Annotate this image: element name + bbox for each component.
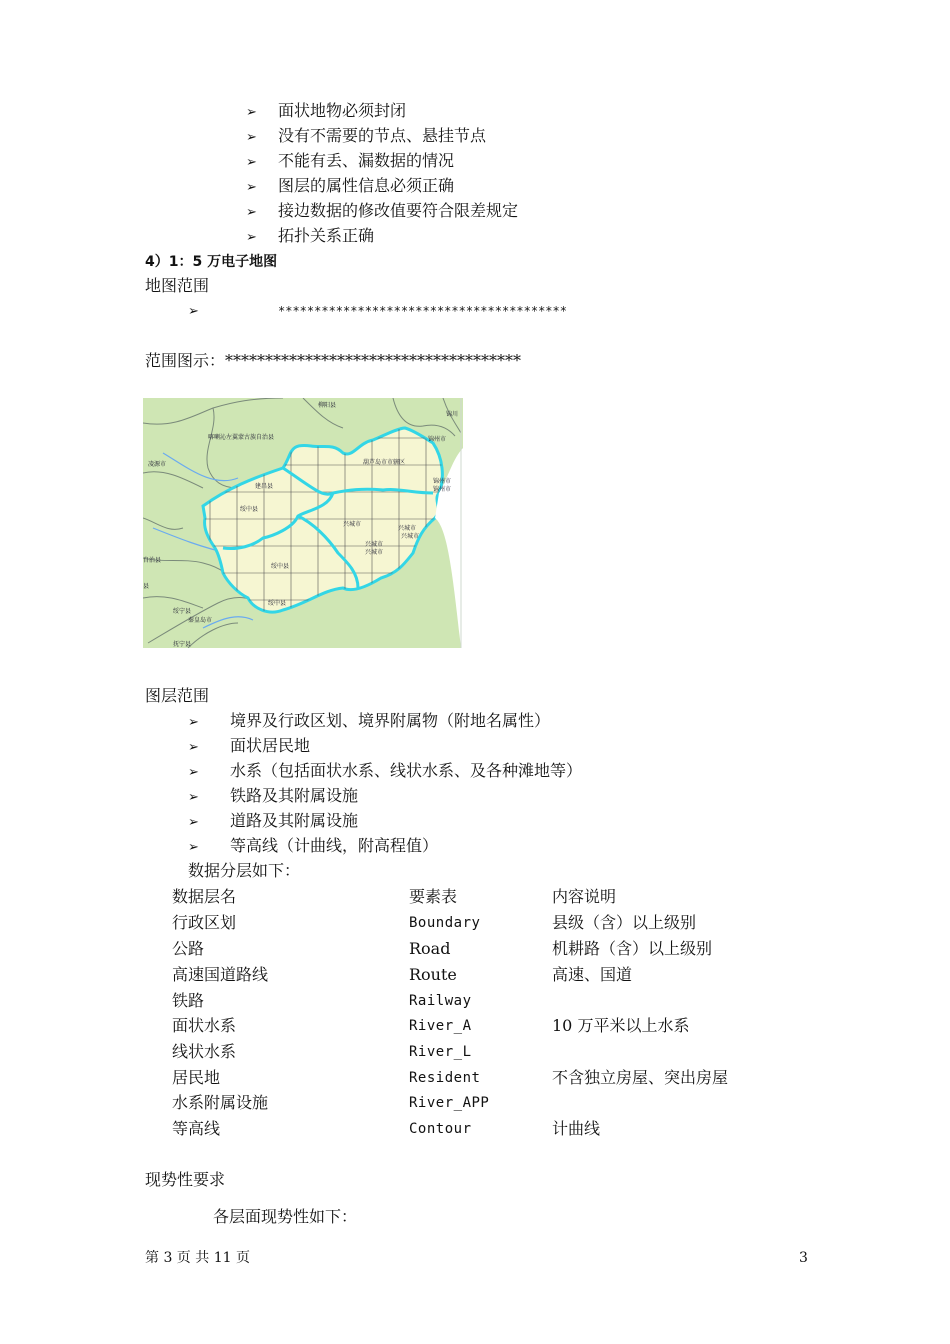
layer-range-item: 铁路及其附属设施: [230, 786, 359, 805]
page-footer-left: 第 3 页 共 11 页: [145, 1250, 250, 1266]
checklist-item: 拓扑关系正确: [278, 226, 375, 245]
page-number: 3: [799, 1250, 808, 1266]
bullet-icon: ➢: [188, 765, 199, 780]
table-cell-desc: 机耕路（含）以上级别: [552, 939, 713, 958]
bullet-icon: ➢: [188, 740, 199, 755]
layer-range-item: 等高线（计曲线，附高程值）: [230, 836, 439, 855]
bullet-icon: ➢: [246, 155, 257, 170]
table-cell-desc: 计曲线: [552, 1119, 601, 1138]
table-cell-table: River_L: [409, 1044, 472, 1060]
bullet-icon: ➢: [188, 815, 199, 830]
table-cell-table: Road: [409, 939, 451, 958]
range-figure-label: 范围图示：*************************************: [145, 351, 522, 370]
table-cell-table: Resident: [409, 1070, 481, 1086]
layer-range-item: 境界及行政区划、境界附属物（附地名属性）: [230, 711, 551, 730]
checklist-item: 接边数据的修改值要符合限差规定: [278, 201, 519, 220]
map-label: 县: [143, 583, 150, 590]
map-label: 锦州市: [433, 478, 452, 485]
table-cell-table: Contour: [409, 1121, 472, 1137]
layer-range-item: 道路及其附属设施: [230, 811, 359, 830]
map-label: 兴城市: [365, 541, 384, 548]
checklist-item: 面状地物必须封闭: [278, 101, 407, 120]
table-header: 数据层名: [172, 887, 237, 906]
section-heading: 4）1：5 万电子地图: [145, 254, 278, 270]
table-cell-name: 面状水系: [172, 1016, 237, 1035]
table-cell-table: Route: [409, 965, 457, 984]
currency-text: 各层面现势性如下：: [213, 1207, 358, 1226]
currency-label: 现势性要求: [145, 1170, 226, 1189]
bullet-icon: ➢: [246, 205, 257, 220]
table-cell-desc: 不含独立房屋、突出房屋: [552, 1068, 729, 1087]
map-label: 兴城市: [398, 525, 417, 532]
map-label: 喀喇沁左翼蒙古族自治县: [208, 434, 275, 441]
table-cell-name: 居民地: [172, 1068, 221, 1087]
table-cell-table: River_A: [409, 1018, 472, 1034]
table-cell-name: 公路: [172, 939, 205, 958]
map-range-label: 地图范围: [145, 276, 210, 295]
layer-range-label: 图层范围: [145, 686, 210, 705]
table-cell-name: 线状水系: [172, 1042, 237, 1061]
map-label: 自治县: [143, 557, 162, 564]
bullet-icon: ➢: [246, 230, 257, 245]
map-label: 兴城市: [365, 549, 384, 556]
data-layers-intro: 数据分层如下：: [188, 861, 301, 880]
map-range-value: ****************************************: [278, 304, 567, 318]
bullet-icon: ➢: [246, 105, 257, 120]
map-label: 凌源市: [148, 461, 167, 468]
bullet-icon: ➢: [188, 304, 199, 319]
map-label: 抚宁县: [173, 641, 192, 648]
table-cell-name: 水系附属设施: [172, 1093, 269, 1112]
bullet-icon: ➢: [188, 715, 199, 730]
layer-range-item: 水系（包括面状水系、线状水系、及各种滩地等）: [230, 761, 583, 780]
table-cell-table: River_APP: [409, 1095, 490, 1111]
table-cell-name: 等高线: [172, 1119, 221, 1138]
table-cell-name: 铁路: [172, 991, 205, 1010]
table-cell-table: Boundary: [409, 915, 481, 931]
map-label: 绥中县: [240, 506, 259, 513]
map-label: 绥中县: [268, 600, 287, 607]
map-label: 建昌县: [255, 483, 274, 490]
table-header: 内容说明: [552, 887, 617, 906]
map-label: 柳阳县: [318, 402, 337, 409]
table-cell-name: 高速国道路线: [172, 965, 269, 984]
bullet-icon: ➢: [188, 840, 199, 855]
range-map: [143, 398, 463, 648]
map-label: 锦州市: [428, 436, 447, 443]
table-cell-desc: 10 万平米以上水系: [552, 1016, 690, 1035]
map-label: 锦州市: [433, 486, 452, 493]
map-label: 绥中县: [271, 563, 290, 570]
map-label: 兴城市: [343, 521, 362, 528]
map-label: 兴城市: [401, 533, 420, 540]
layer-range-item: 面状居民地: [230, 736, 311, 755]
table-cell-desc: 高速、国道: [552, 965, 633, 984]
map-label: 葫芦岛市市辖区: [363, 459, 406, 466]
bullet-icon: ➢: [188, 790, 199, 805]
checklist-item: 图层的属性信息必须正确: [278, 176, 455, 195]
range-map-svg: [143, 398, 463, 648]
table-header: 要素表: [409, 887, 458, 906]
map-label: 锦川: [446, 411, 459, 418]
map-label: 绥宁县: [173, 608, 192, 615]
table-cell-desc: 县级（含）以上级别: [552, 913, 697, 932]
checklist-item: 没有不需要的节点、悬挂节点: [278, 126, 487, 145]
bullet-icon: ➢: [246, 130, 257, 145]
checklist-item: 不能有丢、漏数据的情况: [278, 151, 455, 170]
table-cell-name: 行政区划: [172, 913, 237, 932]
bullet-icon: ➢: [246, 180, 257, 195]
map-label: 秦皇岛市: [188, 617, 213, 624]
table-cell-table: Railway: [409, 993, 472, 1009]
